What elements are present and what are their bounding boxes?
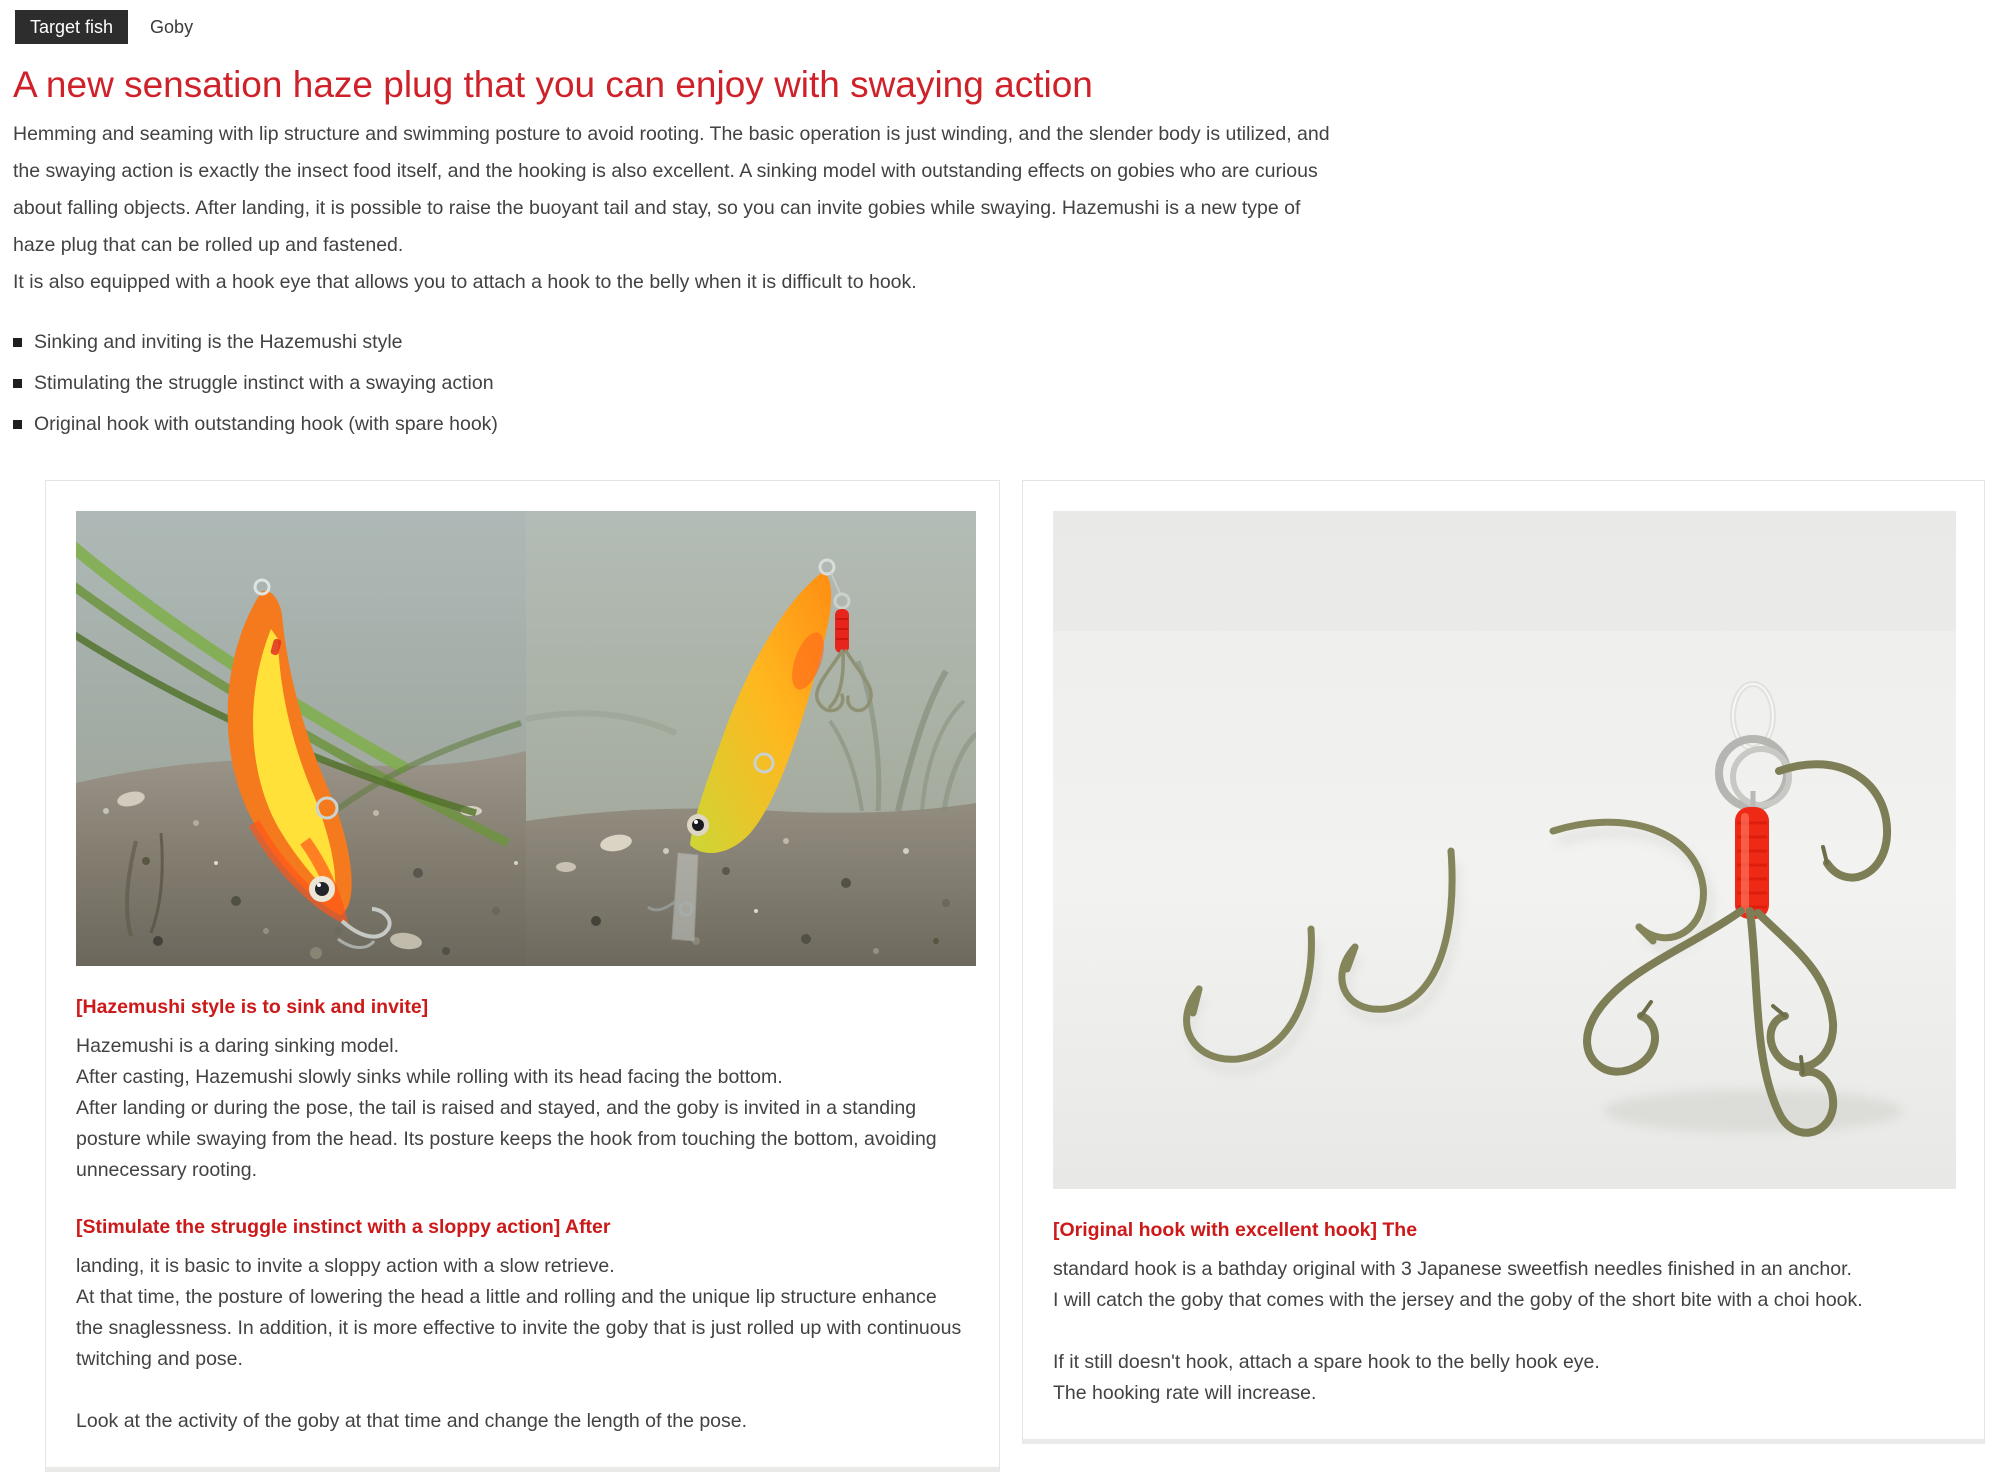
- left-body-line: At that time, the posture of lowering the head a little and rolling and the unique lip structure enhance the snaglessness. In addition, it is more effective to invite the goby that is just rolled up with continuous twitching and pose.: [76, 1286, 962, 1370]
- feature-item: [13, 413, 2000, 436]
- photo-lure-nose-down: [76, 511, 526, 966]
- right-body-line: I will catch the goby that comes with the jersey and the goby of the short bite with a choi hook.: [1053, 1289, 1863, 1311]
- left-body-line: Look at the activity of the goby at that time and change the length of the pose.: [76, 1410, 748, 1432]
- right-caption: [Original hook with excellent hook] The: [1053, 1219, 1418, 1241]
- feature-item: [13, 331, 2000, 354]
- feature-text: Original hook with outstanding hook (with spare hook): [34, 413, 498, 435]
- left-caption-2: [Stimulate the struggle instinct with a sloppy action] After: [76, 1216, 611, 1238]
- intro-paragraph-2: It is also equipped with a hook eye that allows you to attach a hook to the belly when it is difficult to hook.: [13, 271, 917, 293]
- bullet-square-icon: [13, 338, 22, 347]
- meta-row: [0, 0, 2000, 44]
- feature-item: [13, 372, 2000, 395]
- spacer: [1053, 1316, 1954, 1347]
- target-fish-badge: Target fish: [15, 10, 128, 44]
- left-body-line: After landing or during the pose, the tail is raised and stayed, and the goby is invited in a standing posture while swaying from the head. Its posture keeps the hook from touching the bottom, avoiding unnecessary rooting.: [76, 1097, 937, 1181]
- left-body-line: After casting, Hazemushi slowly sinks while rolling with its head facing the bottom.: [76, 1066, 783, 1088]
- photo-hooks: [1053, 511, 1956, 1189]
- page-title: A new sensation haze plug that you can enjoy with swaying action: [13, 64, 1093, 105]
- bullet-square-icon: [13, 420, 22, 429]
- spacer: [76, 1375, 969, 1406]
- feature-text: Sinking and inviting is the Hazemushi style: [34, 331, 403, 353]
- intro-paragraph: Hemming and seaming with lip structure and swimming posture to avoid rooting. The basic operation is just winding, and the slender body is utilized, and the swaying action is exactly the insect food itself, and the hooking is also excellent. A sinking model with outstanding effects on gobies who are curious about falling objects. After landing, it is possible to raise the buoyant tail and stay, so you can invite gobies while swaying. Hazemushi is a new type of haze plug that can be rolled up and fastened.: [13, 123, 1330, 256]
- left-body-line: landing, it is basic to invite a sloppy action with a slow retrieve.: [76, 1255, 615, 1277]
- right-body-line: If it still doesn't hook, attach a spare hook to the belly hook eye.: [1053, 1351, 1600, 1373]
- left-panel: [45, 480, 1000, 1472]
- bullet-square-icon: [13, 379, 22, 388]
- target-fish-value: Goby: [150, 16, 194, 37]
- feature-text: Stimulating the struggle instinct with a swaying action: [34, 372, 494, 394]
- underwater-photo-pair: [76, 511, 976, 966]
- left-body-line: Hazemushi is a daring sinking model.: [76, 1035, 399, 1057]
- feature-list: [13, 331, 2000, 436]
- left-caption-1: [Hazemushi style is to sink and invite]: [76, 996, 429, 1018]
- photo-lure-standing: [526, 511, 976, 966]
- panels: [45, 480, 2000, 1472]
- right-panel: [1022, 480, 1985, 1444]
- right-body-line: The hooking rate will increase.: [1053, 1382, 1317, 1404]
- right-body-line: standard hook is a bathday original with 3 Japanese sweetfish needles finished in an anchor.: [1053, 1258, 1852, 1280]
